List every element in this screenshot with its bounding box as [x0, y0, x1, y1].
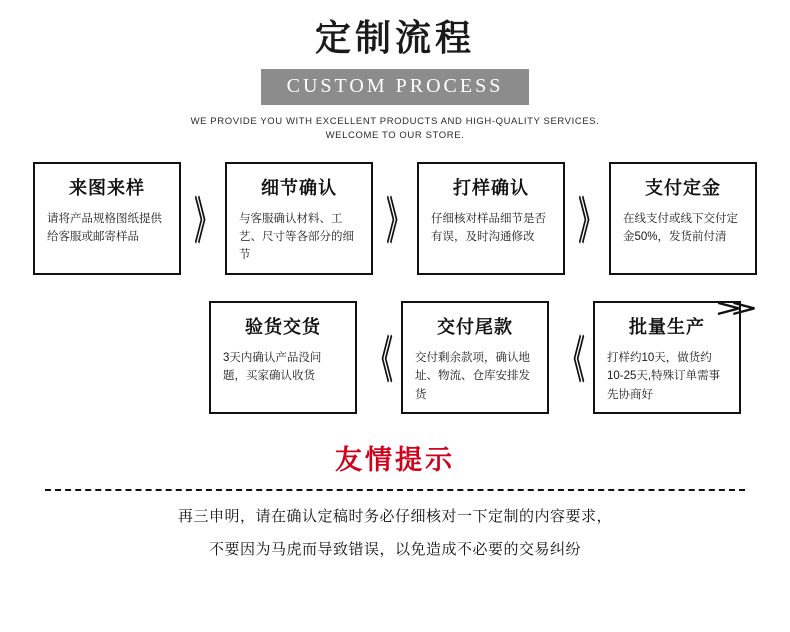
flow-step-4 [609, 162, 757, 275]
flow-step-7-desc: 3天内确认产品没问题，买家确认收货 [223, 351, 322, 383]
tagline-line-2: WELCOME TO OUR STORE. [325, 130, 465, 142]
chevron-right-icon-2 [373, 162, 417, 275]
flow-step-3-title: 打样确认 [453, 177, 529, 198]
chevron-left-glyph-2: 《 [562, 333, 580, 391]
chevron-down-icon [715, 297, 754, 321]
chevron-right-icon-3 [565, 162, 609, 275]
flow-step-3-desc: 仔细核对样品细节是否有误，及时沟通修改 [431, 212, 546, 244]
header [0, 0, 790, 144]
flow-step-2 [225, 162, 373, 275]
flow-step-4-title: 支付定金 [645, 177, 721, 198]
flow-step-6-desc: 交付剩余款项，确认地址、物流、仓库安排发货 [415, 351, 530, 401]
flow-step-1-title: 来图来样 [69, 177, 145, 198]
flow-step-5-desc: 打样约10天，做货约10-25天,特殊订单需事先协商好 [607, 351, 721, 401]
chevron-right-glyph-2: 》 [386, 194, 404, 252]
chevron-left-icon-1 [357, 301, 401, 414]
notice-line-2: 不要因为马虎而导致错误，以免造成不必要的交易纠纷 [208, 541, 581, 559]
notice-title: 友情提示 [335, 445, 455, 476]
subtitle-band: CUSTOM PROCESS [261, 69, 530, 105]
flow-step-1-desc: 请将产品规格图纸提供给客服或邮寄样品 [47, 212, 162, 244]
flow-step-2-title: 细节确认 [261, 177, 337, 198]
flow-step-7-title: 验货交货 [245, 316, 321, 337]
tagline-line-1: WE PROVIDE YOU WITH EXCELLENT PRODUCTS AND HIGH-QUALITY SERVICES. [190, 116, 600, 128]
flow-step-1 [33, 162, 181, 275]
chevron-left-glyph-1: 《 [370, 333, 388, 391]
page-title: 定制流程 [314, 17, 475, 58]
flow-step-5-title: 批量生产 [629, 316, 705, 337]
chevron-right-icon-1 [181, 162, 225, 275]
flow-step-3 [417, 162, 565, 275]
notice-line-1: 再三申明，请在确认定稿时务必仔细核对一下定制的内容要求， [177, 508, 612, 526]
chevron-left-icon-2 [549, 301, 593, 414]
chevron-right-glyph-3: 》 [578, 194, 596, 252]
flow-row-2 [0, 297, 790, 414]
footer [0, 438, 790, 559]
flow-row-1 [0, 162, 790, 275]
flow-step-6-title: 交付尾款 [437, 316, 513, 337]
divider [45, 489, 745, 491]
chevron-down-glyph: ≫ [715, 297, 754, 321]
chevron-right-glyph-1: 》 [194, 194, 212, 252]
flow-step-4-desc: 在线支付或线下交付定金50%，发货前付清 [623, 212, 738, 244]
tagline [0, 115, 790, 144]
flow-step-6 [401, 301, 549, 414]
flow-step-7 [209, 301, 357, 414]
flow-step-2-desc: 与客服确认材料、工艺、尺寸等各部分的细节 [239, 212, 354, 262]
